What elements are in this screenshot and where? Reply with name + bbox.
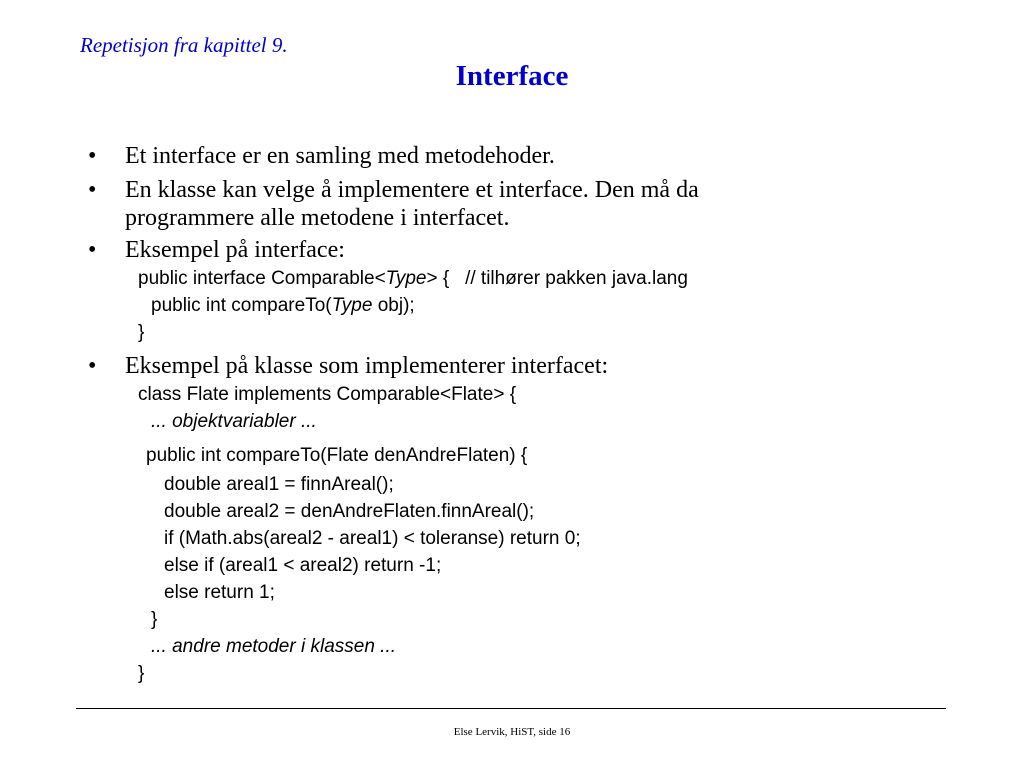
- code-text: > { // tilhører pakken java.lang: [426, 268, 688, 289]
- code-class-line-6: if (Math.abs(areal2 - areal1) < toleranse) return 0;: [164, 528, 581, 549]
- bullet-dot: •: [88, 143, 97, 169]
- code-class-line-4: double areal1 = finnAreal();: [164, 474, 394, 495]
- bullet-4-text: Eksempel på klasse som implementerer interfacet:: [125, 353, 609, 379]
- code-type-param: Type: [385, 268, 427, 289]
- bullet-2-text-line-1: En klasse kan velge å implementere et interface. Den må da: [125, 177, 699, 203]
- code-interface-line-3: }: [138, 322, 145, 343]
- slide-kicker: Repetisjon fra kapittel 9.: [80, 33, 288, 57]
- code-interface-line-1: [138, 268, 688, 290]
- footer-text: Else Lervik, HiST, side 16: [453, 726, 571, 738]
- code-class-line-3: public int compareTo(Flate denAndreFlaten) {: [146, 445, 528, 466]
- bullet-2-text-line-2: programmere alle metodene i interfacet.: [125, 205, 510, 231]
- bullet-dot: •: [88, 353, 97, 379]
- code-class-line-10: ... andre metoder i klassen ...: [151, 636, 397, 657]
- code-class-line-8: else return 1;: [164, 582, 275, 603]
- slide-title: Interface: [455, 60, 569, 92]
- code-class-line-1: class Flate implements Comparable<Flate> {: [138, 384, 517, 405]
- code-type-param: Type: [331, 295, 373, 316]
- code-class-line-5: double areal2 = denAndreFlaten.finnAreal();: [164, 501, 535, 522]
- code-interface-line-2: [151, 295, 415, 317]
- bullet-3-text: Eksempel på interface:: [125, 237, 345, 263]
- code-text: obj);: [372, 295, 415, 316]
- code-class-line-2: ... objektvariabler ...: [151, 411, 317, 432]
- code-class-line-9: }: [151, 609, 158, 630]
- bullet-dot: •: [88, 237, 97, 263]
- bullet-dot: •: [88, 177, 97, 203]
- code-class-line-11: }: [138, 663, 145, 684]
- code-text: public interface Comparable<: [138, 268, 386, 289]
- footer-rule: [76, 708, 946, 709]
- code-class-line-7: else if (areal1 < areal2) return -1;: [164, 555, 442, 576]
- bullet-1-text: Et interface er en samling med metodehoder.: [125, 143, 555, 169]
- code-text: public int compareTo(: [151, 295, 332, 316]
